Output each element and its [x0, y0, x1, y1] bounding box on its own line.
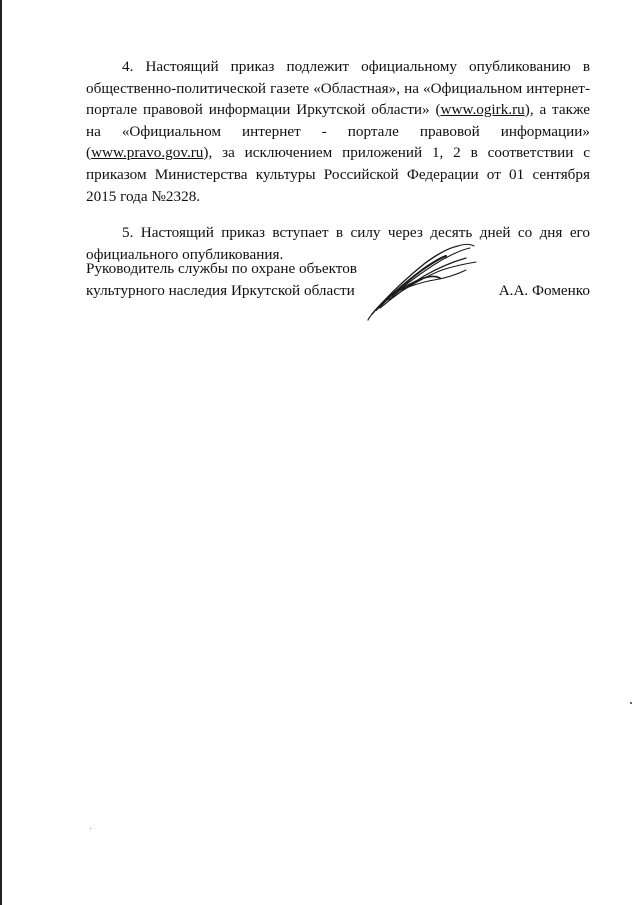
signatory-position-line-2: культурного наследия Иркутской области [86, 281, 355, 299]
document-body [86, 56, 590, 265]
paragraph-4 [86, 56, 590, 207]
link-ogirk[interactable]: www.ogirk.ru [440, 101, 525, 119]
signatory-name: А.А. Фоменко [498, 281, 590, 299]
paragraph-4-text-end: ), за исключением приложений 1, 2 в соответствии с приказом Министерства культуры Российской Федерации от 01 сентября 2015 года №2328. [86, 144, 590, 205]
signature-block [86, 258, 590, 318]
paragraph-5: 5. Настоящий приказ вступает в силу через десять дней со дня его официального опубликования. [86, 224, 590, 263]
handwritten-signature [366, 236, 486, 326]
signatory-position [86, 258, 386, 301]
paragraph-4-text-start: 4. Настоящий приказ подлежит официальному опубликованию в общественно-политической газете «Областная», на «Официальном интернет-портале правовой информации Иркутской области» ( [86, 58, 590, 119]
paragraph-4-text-middle: ), а также на «Официальном интернет - портале правовой информации» ( [86, 101, 591, 162]
signatory-position-line-1: Руководитель службы по охране объектов [86, 260, 357, 277]
link-pravo[interactable]: www.pravo.gov.ru [91, 144, 204, 162]
scan-dot [630, 702, 632, 704]
scan-left-edge [0, 0, 2, 905]
scan-speck [90, 828, 91, 829]
